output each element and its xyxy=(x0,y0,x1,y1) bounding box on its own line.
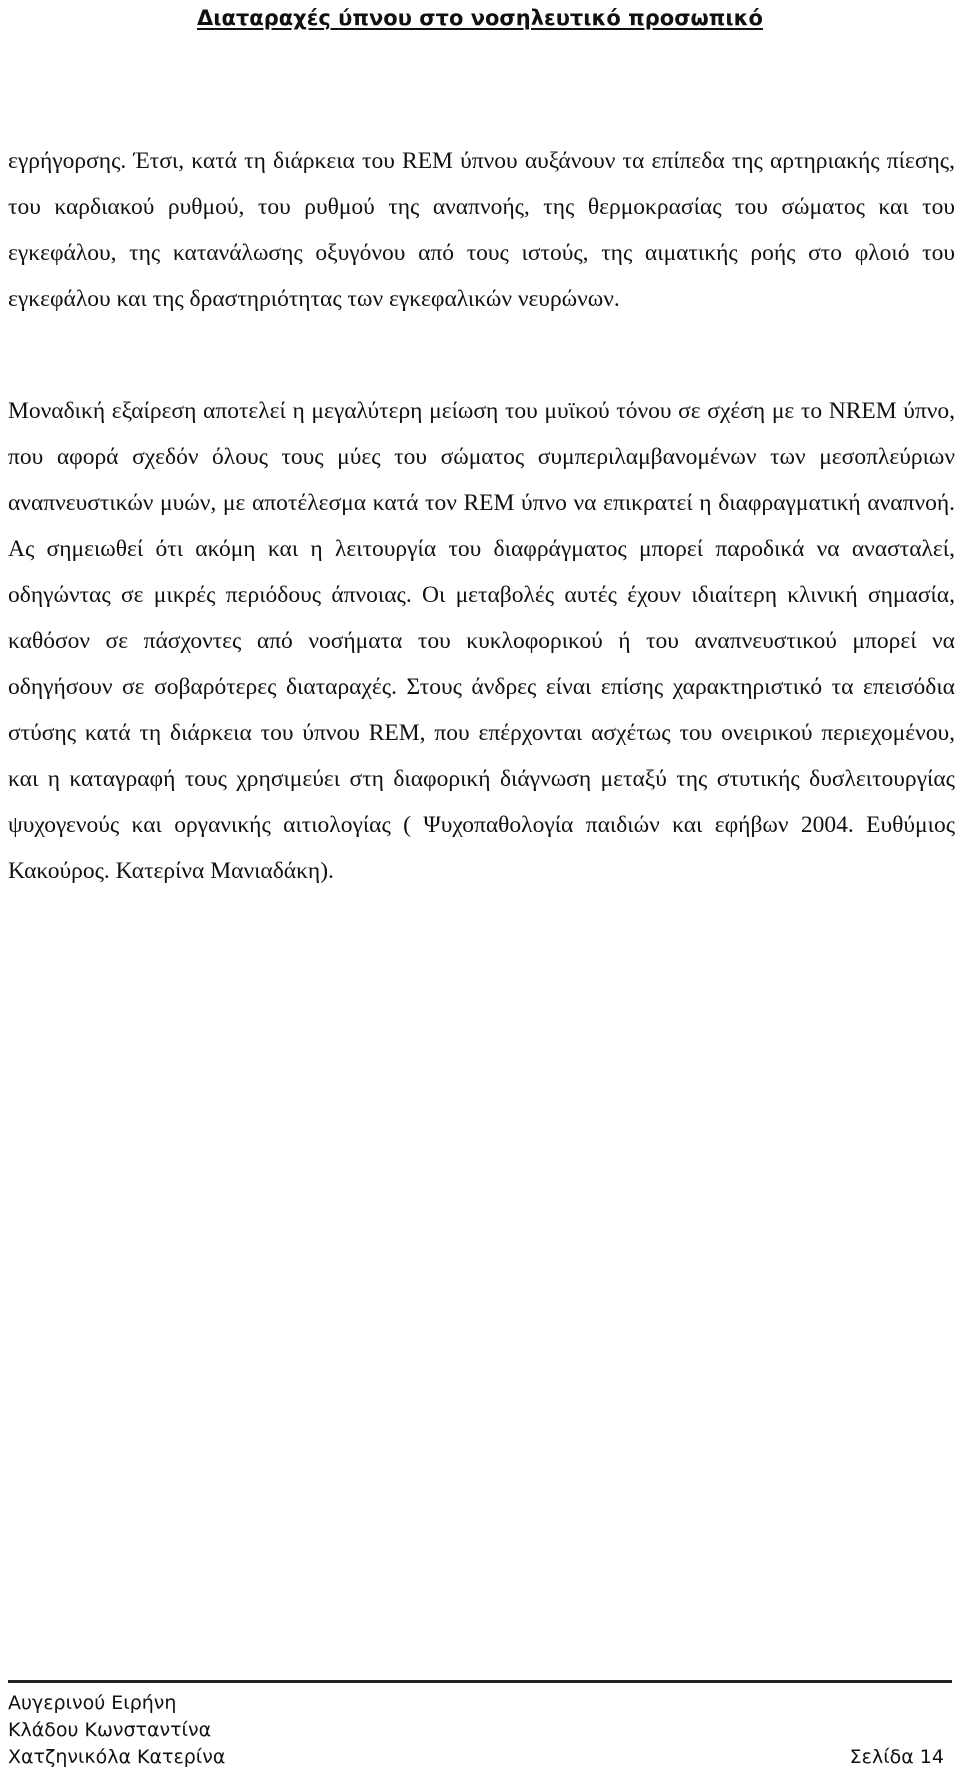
footer-author-2: Κλάδου Κωνσταντίνα xyxy=(8,1719,212,1741)
page-number: Σελίδα 14 xyxy=(849,1746,944,1768)
body-paragraph-1: εγρήγορσης. Έτσι, κατά τη διάρκεια του REM ύπνου αυξάνουν τα επίπεδα της αρτηριακής πίεσης, του καρδιακού ρυθμού, του ρυθμού της αναπνοής, της θερμοκρασίας του σώματος και του εγκεφάλου, της κατανάλωσης οξυγόνου από τους ιστούς, της αιματικής ροής στο φλοιό του εγκεφάλου και της δραστηριότητας των εγκεφαλικών νευρώνων. xyxy=(8,148,955,312)
footer-author-3: Χατζηνικόλα Κατερίνα xyxy=(8,1746,226,1768)
page-footer xyxy=(8,1690,952,1771)
footer-divider xyxy=(8,1680,952,1683)
page-header-title: Διαταραχές ύπνου στο νοσηλευτικό προσωπικό xyxy=(197,6,763,30)
footer-author-1: Αυγερινού Ειρήνη xyxy=(8,1692,177,1714)
body-paragraph-2: Μοναδική εξαίρεση αποτελεί η μεγαλύτερη μείωση του μυϊκού τόνου σε σχέση με το NREM ύπνο, που αφορά σχεδόν όλους τους μύες του σώματος συμπεριλαμβανομένων των μεσοπλεύριων αναπνευστικών μυών, με αποτέλεσμα κατά τον REM ύπνο να επικρατεί η διαφραγματική αναπνοή. Ας σημειωθεί ότι ακόμη και η λειτουργία του διαφράγματος μπορεί παροδικά να ανασταλεί, οδηγώντας σε μικρές περιόδους άπνοιας. Οι μεταβολές αυτές έχουν ιδιαίτερη κλινική σημασία, καθόσον σε πάσχοντες από νοσήματα του κυκλοφορικού ή του αναπνευστικού μπορεί να οδηγήσουν σε σοβαρότερες διαταραχές. Στους άνδρες είναι επίσης χαρακτηριστικό τα επεισόδια στύσης κατά τη διάρκεια του ύπνου REM, που επέρχονται ασχέτως του ονειρικού περιεχομένου, και η καταγραφή τους χρησιμεύει στη διαφορική διάγνωση μεταξύ της στυτικής δυσλειτουργίας ψυχογενούς και οργανικής αιτιολογίας ( Ψυχοπαθολογία παιδιών και εφήβων 2004. Ευθύμιος Κακούρος. Κατερίνα Μανιαδάκη). xyxy=(8,398,955,884)
